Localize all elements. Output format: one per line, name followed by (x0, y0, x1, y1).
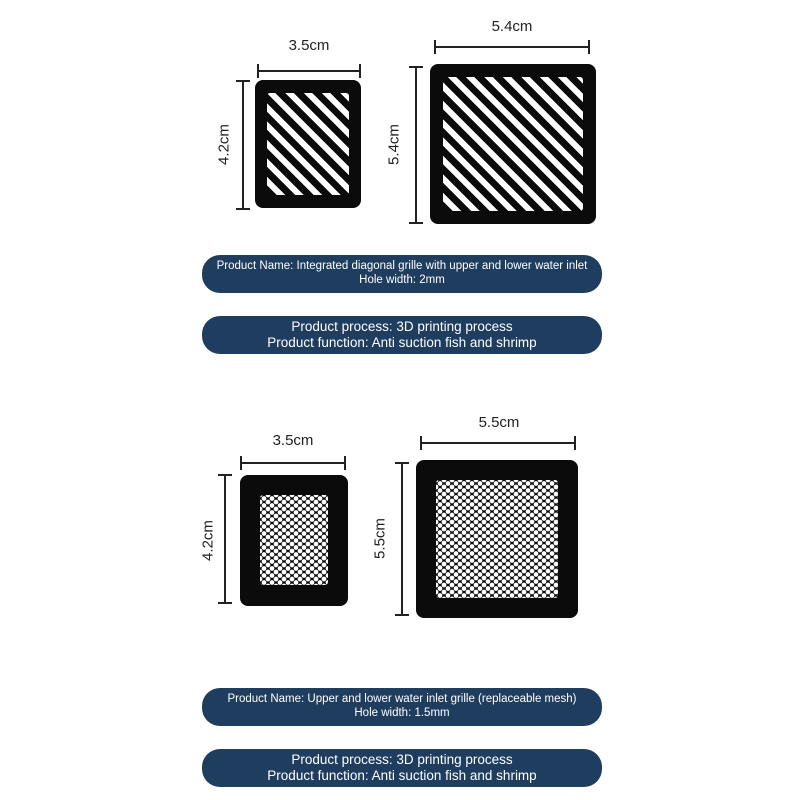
product-name-text: Product Name: Upper and lower water inlet grille (replaceable mesh) (227, 693, 577, 706)
product-name-banner (202, 255, 602, 293)
width-dimension-line (240, 462, 346, 464)
width-label: 3.5cm (272, 432, 314, 449)
width-label: 5.5cm (478, 414, 520, 431)
height-label: 5.5cm (371, 518, 389, 559)
width-dimension-line (434, 46, 590, 48)
product-name-text: Product Name: Integrated diagonal grille with upper and lower water inlet (216, 260, 588, 273)
width-dimension-line (420, 442, 576, 444)
height-dimension-line (224, 474, 226, 604)
width-dimension-line (257, 70, 361, 72)
product-process-text: Product process: 3D printing process (291, 318, 513, 334)
hole-width-text: Hole width: 1.5mm (354, 707, 450, 719)
small-diagonal-grille (255, 80, 361, 208)
height-dimension-line (415, 66, 417, 224)
height-label: 4.2cm (215, 124, 233, 165)
height-dimension-line (242, 80, 244, 210)
large-diagonal-grille (430, 64, 596, 224)
hex-mesh (436, 480, 558, 598)
hole-width-text: Hole width: 2mm (359, 274, 445, 286)
height-dimension-line (401, 462, 403, 616)
product-function-text: Product function: Anti suction fish and shrimp (267, 335, 537, 350)
large-mesh-grille (416, 460, 578, 618)
hex-mesh (260, 495, 328, 585)
product-process-banner (202, 316, 602, 354)
product-process-text: Product process: 3D printing process (291, 751, 513, 767)
height-label: 5.4cm (385, 124, 403, 165)
diagonal-slots (443, 77, 583, 211)
width-label: 3.5cm (288, 37, 330, 54)
product-function-text: Product function: Anti suction fish and shrimp (267, 768, 537, 783)
height-label: 4.2cm (199, 520, 217, 561)
small-mesh-grille (240, 475, 348, 606)
width-label: 5.4cm (491, 18, 533, 35)
product-process-banner (202, 749, 602, 787)
diagonal-slots (267, 93, 349, 195)
product-name-banner (202, 688, 602, 726)
